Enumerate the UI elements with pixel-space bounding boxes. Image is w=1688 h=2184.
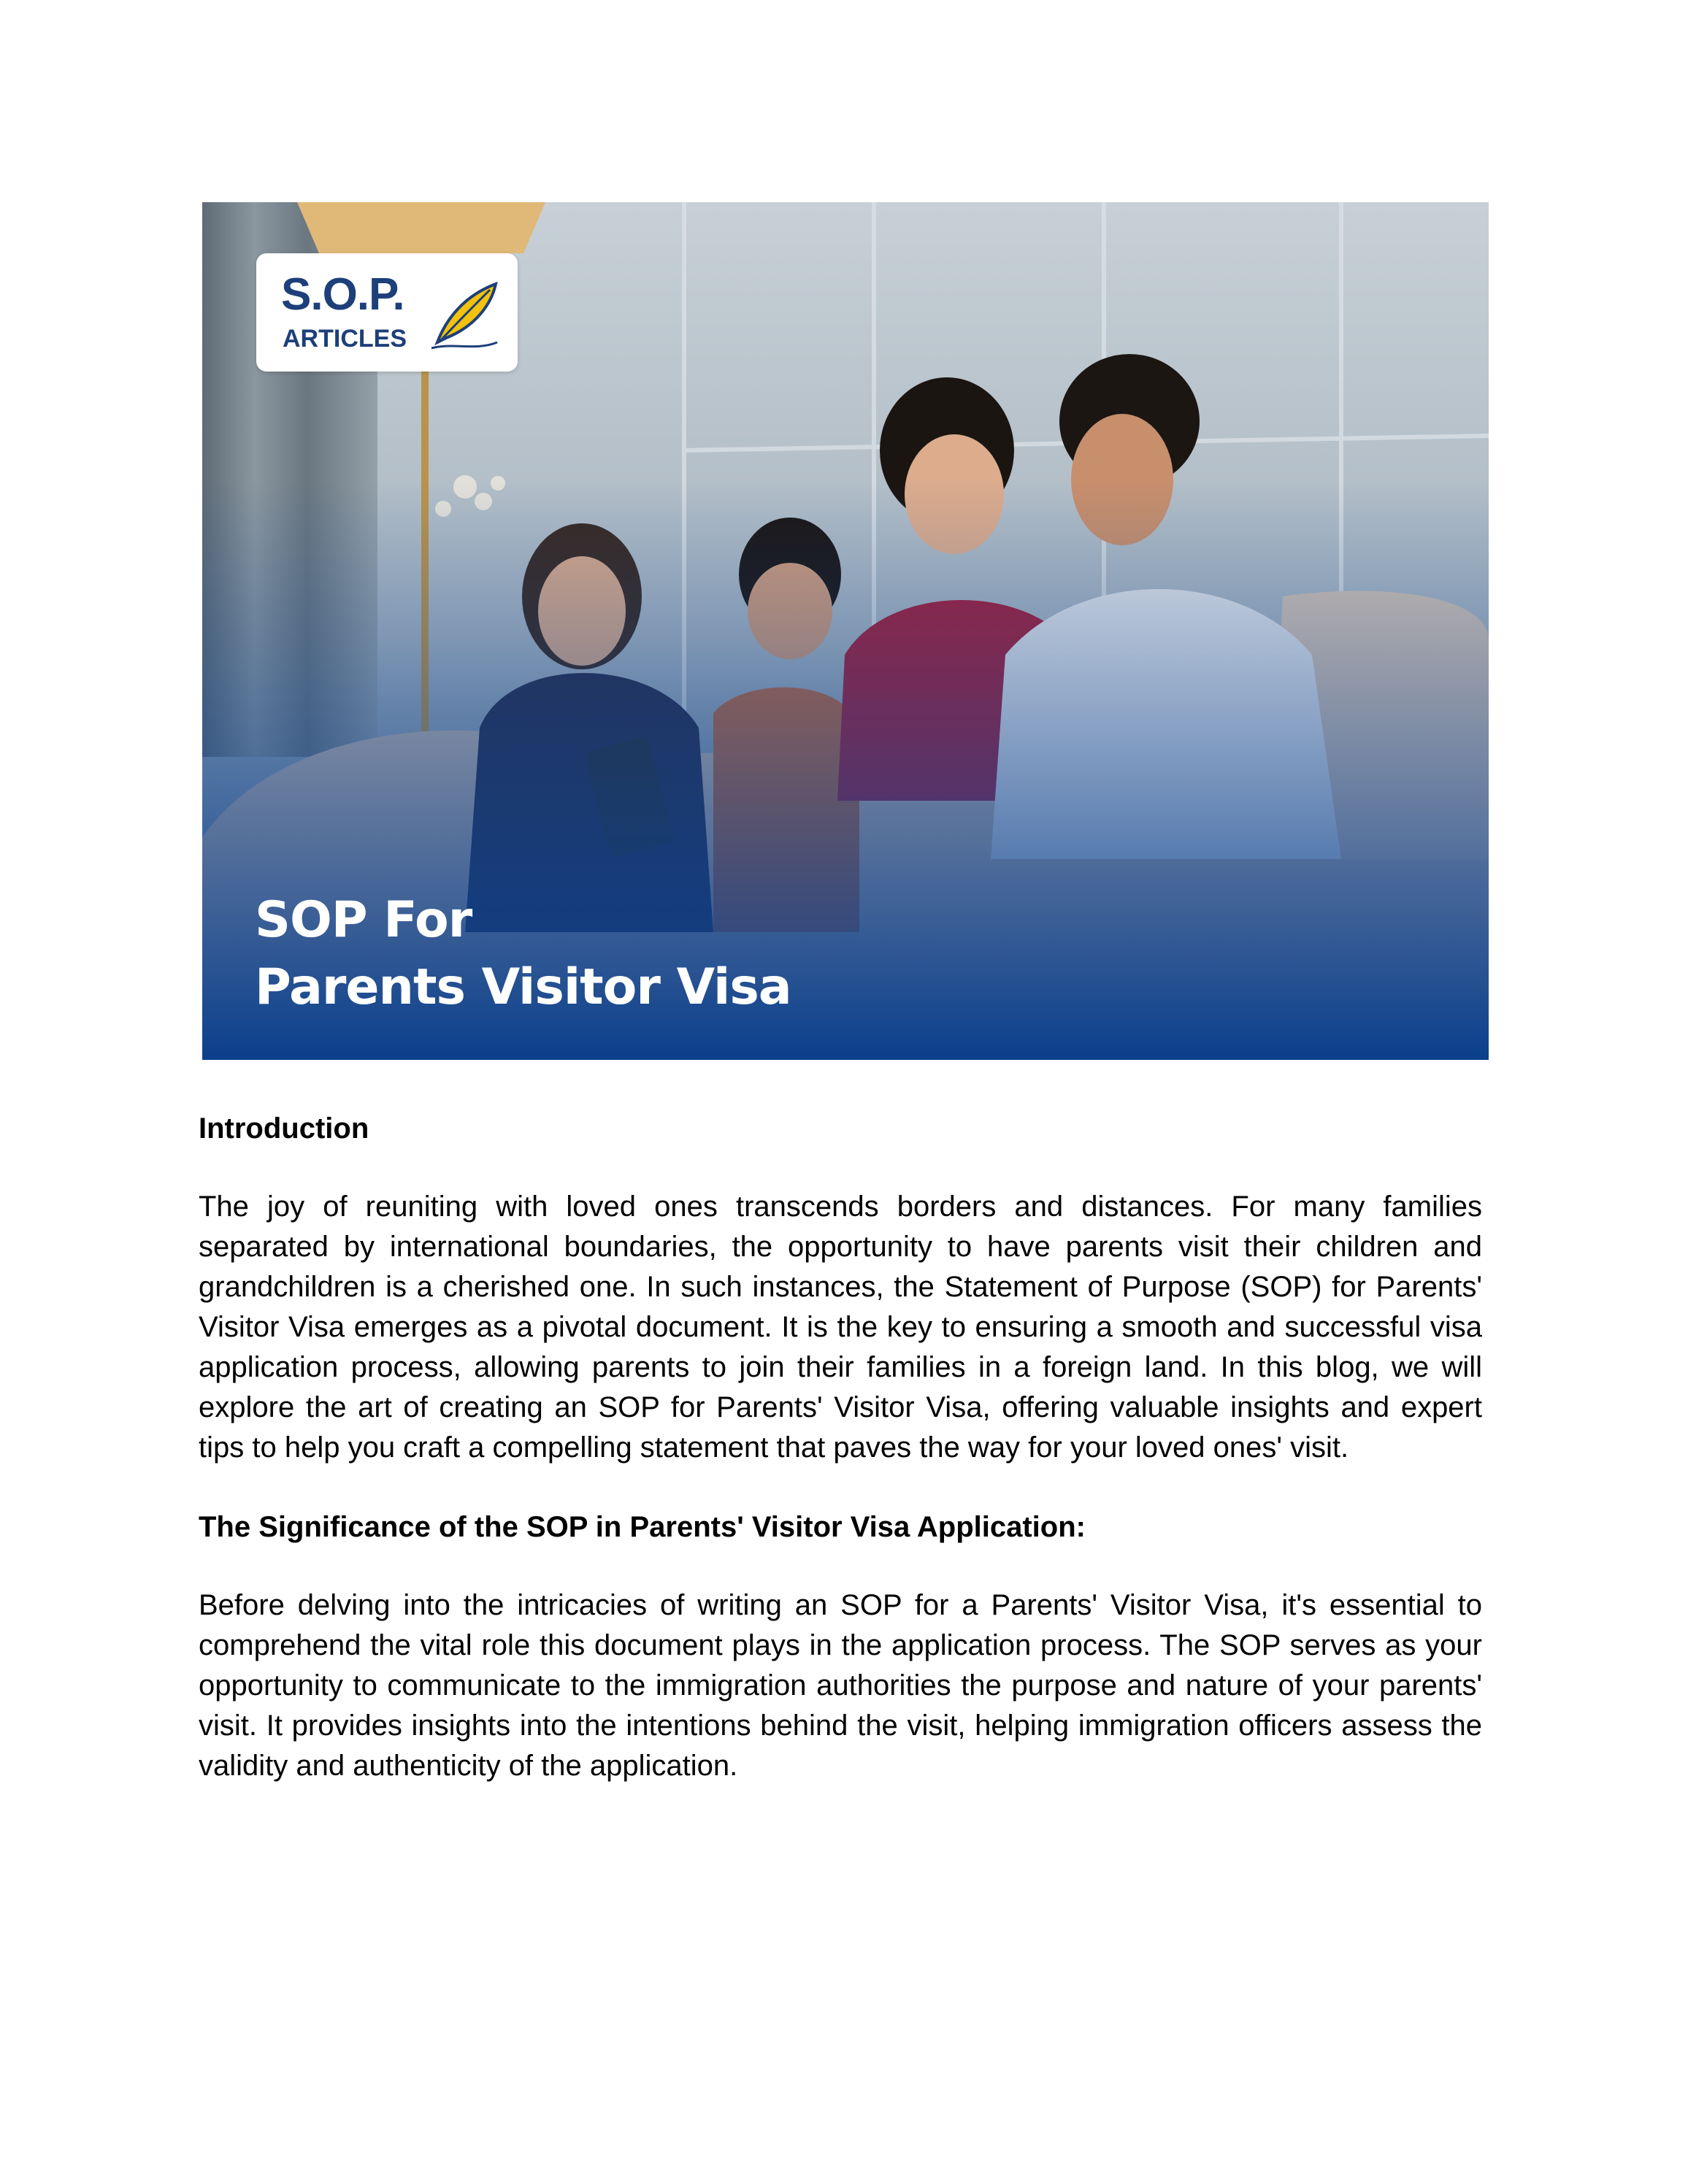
- sop-articles-logo: [256, 253, 518, 372]
- intro-heading: Introduction: [199, 1112, 369, 1145]
- significance-paragraph: Before delving into the intricacies of writing an SOP for a Parents' Visitor Visa, it's essential to comprehend the vital role this document plays in the application process. The SOP serves as your opportunity to communicate to the immigration authorities the purpose and nature of your parents' visit. It provides insights into the intentions behind the visit, helping immigration officers assess the validity and authenticity of the application.: [199, 1589, 1482, 1782]
- logo-wordmark-top: S.O.P.: [281, 269, 404, 320]
- hero-banner-image: [202, 202, 1489, 1060]
- intro-paragraph: The joy of reuniting with loved ones transcends borders and distances. For many families separated by international boundaries, the opportunity to have parents visit their children and grandchildren is a cherished one. In such instances, the Statement of Purpose (SOP) for Parents' Visitor Visa emerges as a pivotal document. It is the key to ensuring a smooth and successful visa application process, allowing parents to join their families in a foreign land. In this blog, we will explore the art of creating an SOP for Parents' Visitor Visa, offering valuable insights and expert tips to help you craft a compelling statement that paves the way for your loved ones' visit.: [199, 1191, 1482, 1464]
- article-body: [199, 1108, 1482, 1786]
- logo-wordmark-bottom: ARTICLES: [283, 325, 407, 353]
- banner-title: [255, 887, 791, 1021]
- banner-title-line-1: SOP For: [255, 891, 472, 949]
- banner-title-line-2: Parents Visitor Visa: [255, 958, 791, 1016]
- significance-heading: The Significance of the SOP in Parents' Visitor Visa Application:: [199, 1511, 1086, 1543]
- feather-quill-icon: [424, 275, 505, 355]
